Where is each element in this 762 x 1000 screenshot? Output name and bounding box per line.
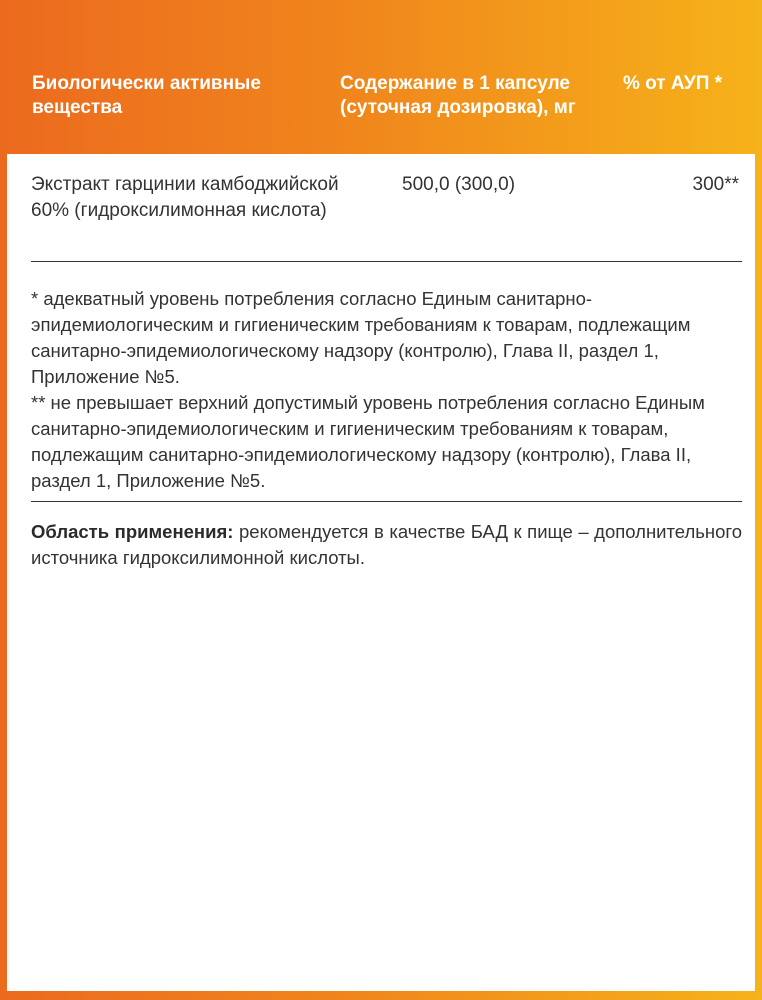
substance-content: 500,0 (300,0) [402,174,516,195]
substance-percent: 300** [692,174,739,195]
content-panel [7,154,755,991]
usage-section [31,519,742,571]
usage-label: Область применения: [31,521,234,542]
footnotes [31,286,747,494]
substance-name: Экстракт гарцинии камбоджийской 60% (гидроксилимонная кислота) [31,174,339,221]
usage-text: рекомендуется в качестве БАД к пище – дополнительного источника гидроксилимонной кислоты. [31,521,743,568]
footnote-1: * адекватный уровень потребления согласно Единым санитарно-эпидемиологическим и гигиеническим требованиям к товарам, подлежащим санитарно-эпидемиологическому надзору (контролю), Глава II, раздел 1, Приложение №5. [31,288,691,387]
table-header [0,0,762,154]
divider [31,501,742,502]
divider [31,261,742,262]
table-row [31,172,747,268]
footnote-2: ** не превышает верхний допустимый уровень потребления согласно Единым санитарно-эпидемиологическим и гигиеническим требованиям к товарам, подлежащим санитарно-эпидемиологическому надзору (контролю), Глава II, раздел 1, Приложение №5. [31,392,705,491]
header-content: Содержание в 1 капсуле (суточная дозировка), мг [340,73,576,118]
header-percent: % от АУП * [623,73,723,94]
header-substances: Биологически активные вещества [32,73,261,118]
